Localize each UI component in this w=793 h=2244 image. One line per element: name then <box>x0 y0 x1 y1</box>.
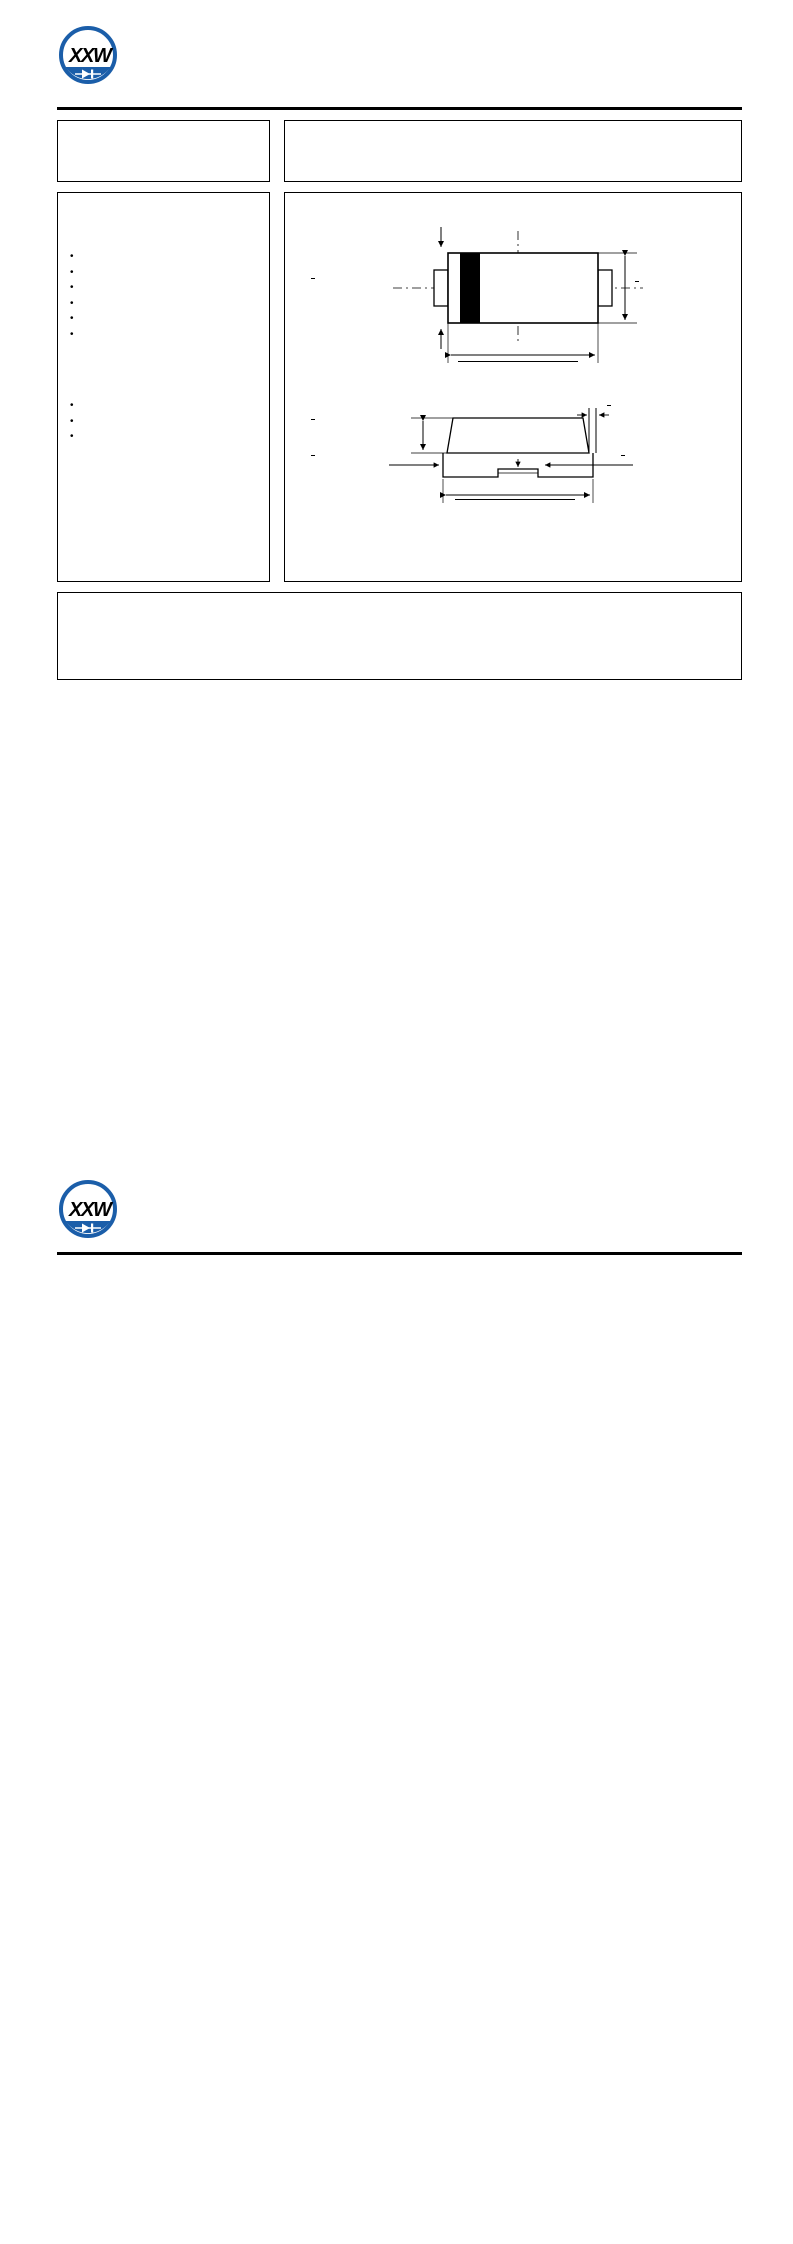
dim-standoff <box>621 455 625 456</box>
dim-body-height <box>635 281 639 282</box>
mechanical-item <box>70 429 261 445</box>
features-list <box>70 249 261 342</box>
package-side-view-drawing <box>293 403 733 553</box>
features-box <box>57 192 270 582</box>
fig3-chart <box>30 1592 282 1830</box>
feature-item <box>70 265 261 281</box>
logo-icon <box>57 24 121 88</box>
svg-text:W: W <box>93 1199 112 1221</box>
package-drawing-box <box>284 192 742 582</box>
mechanical-list <box>70 398 261 445</box>
dim-overall-length <box>455 499 575 500</box>
surface-mount-box <box>57 120 270 182</box>
brand-logo-page1 <box>57 24 127 88</box>
fig1-chart <box>30 1284 282 1522</box>
fig2-chart <box>350 1284 602 1522</box>
fig5-chart <box>30 1878 282 2116</box>
svg-text:W: W <box>93 45 112 67</box>
ratings-conditions-box <box>57 592 742 680</box>
feature-item <box>70 296 261 312</box>
brand-logo-page2 <box>57 1178 127 1242</box>
reverse-voltage-line <box>297 131 741 150</box>
mechanical-item <box>70 398 261 414</box>
feature-item <box>70 280 261 296</box>
dim-lead-length <box>311 455 315 456</box>
header-rule-page1 <box>57 107 742 110</box>
svg-text:X: X <box>81 1199 95 1221</box>
header-rule-page2 <box>57 1252 742 1255</box>
feature-item <box>70 311 261 327</box>
package-top-view-drawing <box>293 223 733 393</box>
dim-side-height <box>311 419 315 420</box>
svg-text:X: X <box>81 45 95 67</box>
svg-text:X: X <box>69 45 83 67</box>
logo-icon <box>57 1178 121 1242</box>
feature-item <box>70 327 261 343</box>
fig4-chart <box>350 1592 602 1830</box>
svg-text:X: X <box>69 1199 83 1221</box>
dim-body-length <box>458 361 578 362</box>
mechanical-item <box>70 414 261 430</box>
feature-item <box>70 249 261 265</box>
dim-lead-thickness <box>607 405 611 406</box>
spec-summary-box <box>284 120 742 182</box>
dim-body-width <box>311 278 315 279</box>
